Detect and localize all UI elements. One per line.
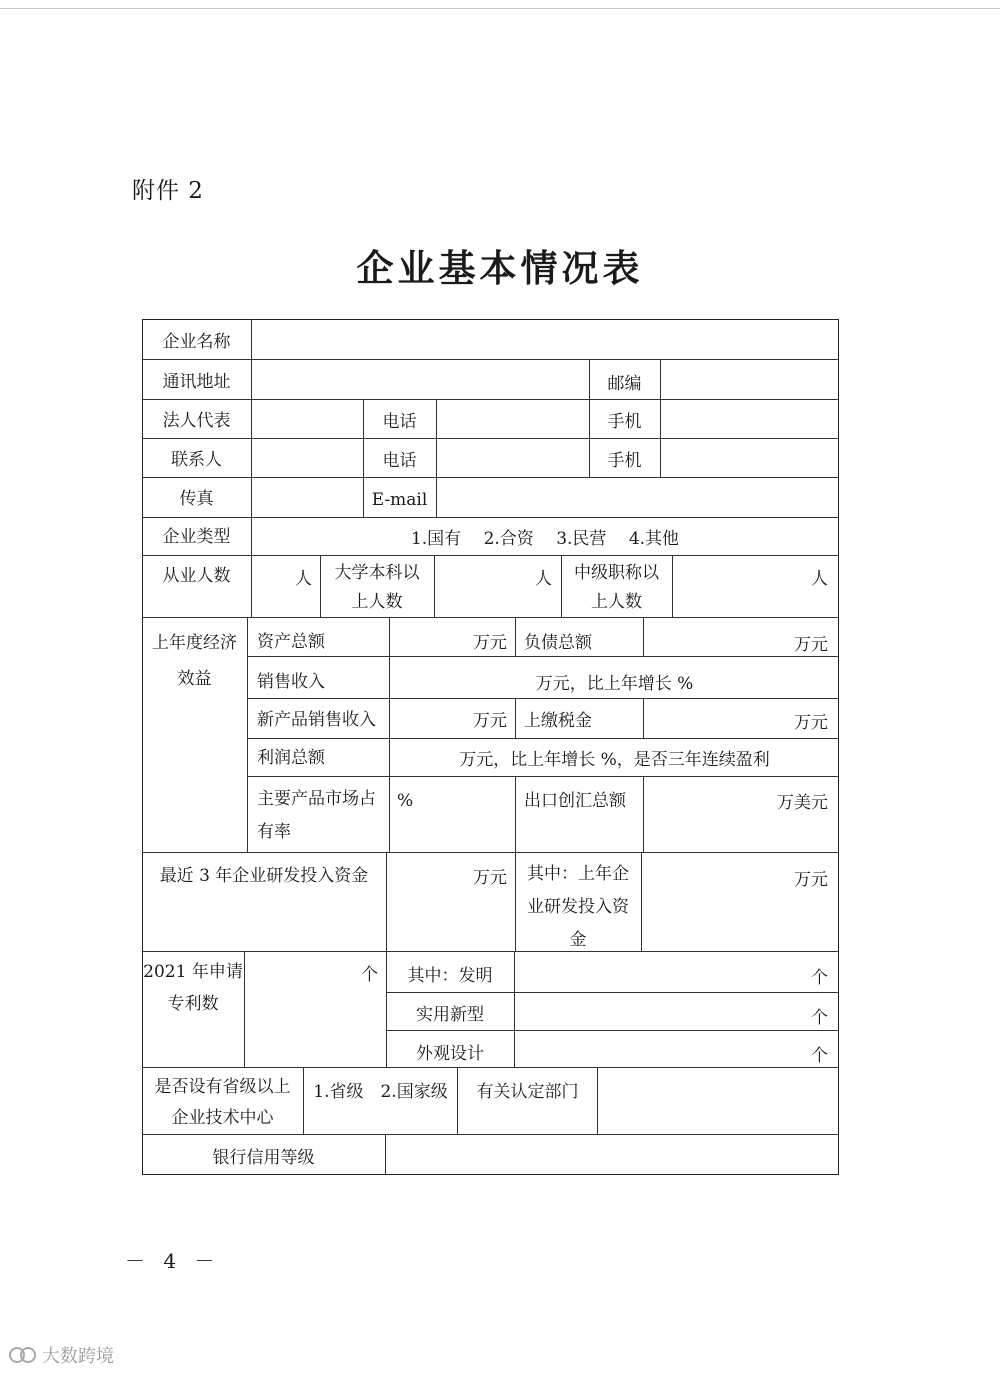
tech-center-options[interactable]: 1.省级 2.国家级 (313, 1082, 448, 1102)
contact-label: 联系人 (171, 450, 222, 470)
bank-credit-label: 银行信用等级 (212, 1148, 315, 1168)
company-type-label: 企业类型 (162, 527, 231, 547)
top-rule (0, 8, 1000, 9)
legal-rep-mobile-label: 手机 (607, 412, 642, 432)
mid-title-count-label: 中级职称以 上人数 (574, 563, 659, 612)
contact-mobile-field[interactable] (661, 439, 838, 476)
tax-unit[interactable]: 万元 (794, 713, 828, 733)
email-field[interactable] (437, 478, 838, 516)
utility-model-label: 实用新型 (416, 1005, 484, 1025)
export-unit[interactable]: 万美元 (777, 793, 828, 813)
rd-3year-unit[interactable]: 万元 (473, 868, 507, 888)
fax-field[interactable] (252, 478, 362, 516)
cert-dept-label: 有关认定部门 (476, 1082, 579, 1102)
assets-unit[interactable]: 万元 (473, 633, 507, 653)
company-type-options[interactable]: 1.国有 2.合资 3.民营 4.其他 (410, 529, 680, 549)
sales-growth-text[interactable]: 万元，比上年增长 % (535, 674, 694, 694)
patent-count-unit[interactable]: 个 (361, 965, 378, 985)
watermark-logo-icon (8, 1344, 38, 1366)
staff-count-label: 从业人数 (162, 566, 231, 586)
rd-last-year-unit[interactable]: 万元 (794, 870, 828, 890)
new-product-sales-unit[interactable]: 万元 (473, 711, 507, 731)
contact-field[interactable] (252, 439, 362, 476)
contact-phone-label: 电话 (382, 451, 417, 471)
page-number: － 4 － (125, 1249, 221, 1273)
patent-count-label: 2021 年申请 专利数 (143, 962, 243, 1015)
rd-3year-label: 最近 3 年企业研发投入资金 (159, 866, 369, 886)
rd-last-year-label: 其中：上年企 业研发投入资 金 (527, 864, 629, 951)
market-share-unit[interactable]: % (397, 791, 414, 811)
postcode-field[interactable] (661, 360, 838, 398)
invention-unit[interactable]: 个 (811, 968, 828, 988)
bank-credit-field[interactable] (386, 1136, 838, 1174)
attachment-label: 附件 2 (132, 178, 204, 204)
address-field[interactable] (252, 360, 588, 398)
legal-rep-field[interactable] (252, 400, 362, 437)
export-label: 出口创汇总额 (524, 791, 626, 811)
address-label: 通讯地址 (162, 372, 231, 392)
profit-growth-text[interactable]: 万元，比上年增长 %，是否三年连续盈利 (459, 750, 770, 770)
design-unit[interactable]: 个 (811, 1046, 828, 1066)
company-name-field[interactable] (252, 320, 838, 358)
design-label: 外观设计 (416, 1044, 484, 1064)
bachelor-count-label: 大学本科以 上人数 (334, 563, 420, 612)
watermark (8, 1342, 114, 1368)
cert-dept-field[interactable] (598, 1069, 838, 1133)
legal-rep-label: 法人代表 (162, 411, 231, 431)
bachelor-count-unit[interactable]: 人 (535, 569, 552, 589)
legal-rep-phone-field[interactable] (437, 400, 588, 437)
sales-label: 销售收入 (257, 672, 325, 692)
utility-model-unit[interactable]: 个 (811, 1008, 828, 1028)
legal-rep-phone-label: 电话 (382, 412, 417, 432)
fax-label: 传真 (179, 489, 214, 509)
tax-label: 上缴税金 (524, 711, 592, 731)
legal-rep-mobile-field[interactable] (661, 400, 838, 437)
economic-benefit-label: 上年度经济 效益 (152, 633, 237, 689)
contact-mobile-label: 手机 (607, 451, 642, 471)
profit-label: 利润总额 (257, 748, 325, 768)
invention-label: 其中：发明 (407, 966, 493, 986)
postcode-label: 邮编 (607, 374, 642, 394)
assets-label: 资产总额 (257, 632, 325, 652)
liabilities-label: 负债总额 (524, 633, 592, 653)
watermark-text: 大数跨境 (42, 1346, 114, 1367)
new-product-sales-label: 新产品销售收入 (257, 710, 376, 730)
email-label: E-mail (371, 490, 428, 510)
tech-center-label: 是否设有省级以上 企业技术中心 (154, 1077, 291, 1129)
liabilities-unit[interactable]: 万元 (794, 635, 828, 655)
mid-title-count-unit[interactable]: 人 (811, 569, 828, 589)
staff-count-unit[interactable]: 人 (295, 569, 312, 589)
company-name-label: 企业名称 (162, 332, 231, 352)
page-title: 企业基本情况表 (356, 246, 644, 290)
market-share-label: 主要产品市场占 有率 (257, 789, 376, 843)
contact-phone-field[interactable] (437, 439, 588, 476)
